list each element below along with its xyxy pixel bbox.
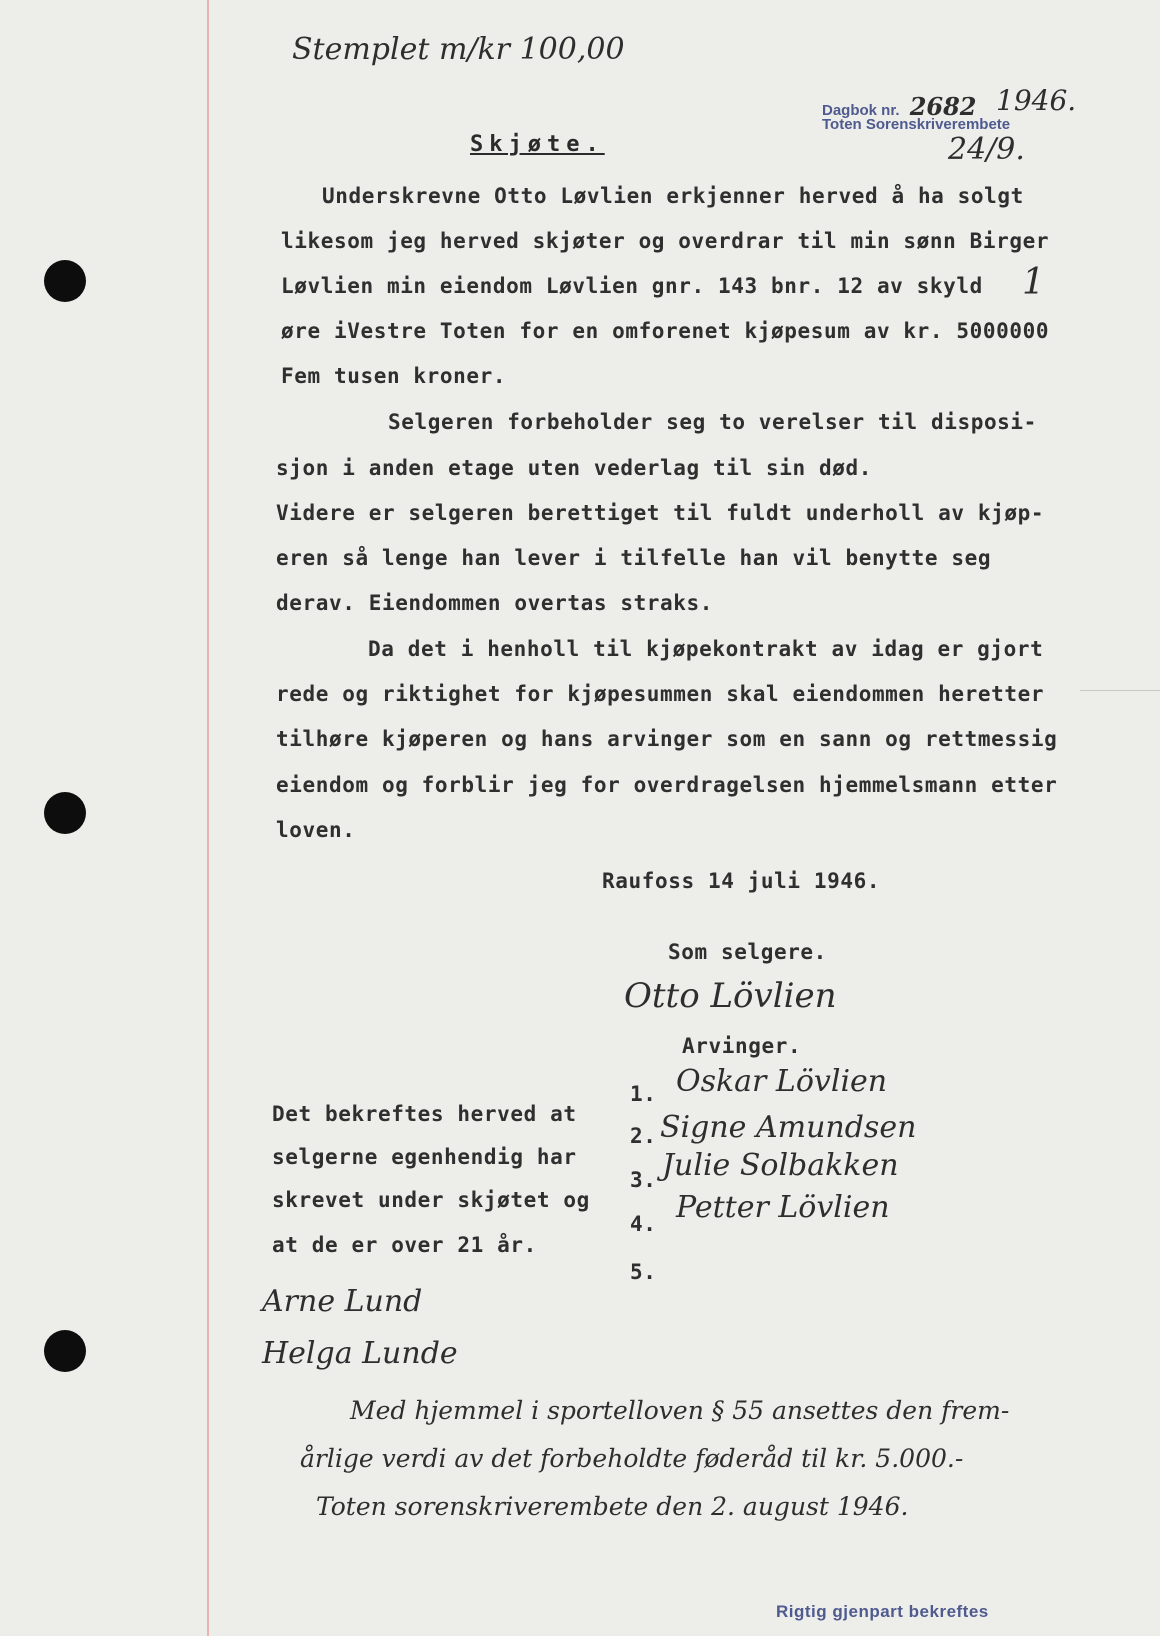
body-line: øre iVestre Toten for en omforenet kjøpesum av kr. 5000000 xyxy=(281,319,1050,343)
seller-label: Som selgere. xyxy=(668,940,827,964)
body-line: Videre er selgeren berettiget til fuldt underholl av kjøp- xyxy=(276,501,1045,525)
body-line: Da det i henholl til kjøpekontrakt av idag er gjort xyxy=(368,637,1044,661)
body-line: Fem tusen kroner. xyxy=(281,364,507,388)
witness-text: selgerne egenhendig har xyxy=(272,1145,577,1169)
body-line: Underskrevne Otto Løvlien erkjenner herved å ha solgt xyxy=(322,184,1024,208)
heir-signature: Julie Solbakken xyxy=(662,1148,899,1183)
witness-text: at de er over 21 år. xyxy=(272,1233,537,1257)
body-line: rede og riktighet for kjøpesummen skal eiendommen heretter xyxy=(276,682,1045,706)
office-stamp: Toten Sorenskriverembete xyxy=(822,116,1011,133)
punch-hole xyxy=(44,1330,86,1372)
document-title: Skjøte. xyxy=(470,132,605,157)
heir-number: 3. xyxy=(630,1168,657,1192)
registry-note-line: Toten sorenskriverembete den 2. august 1946. xyxy=(316,1492,909,1521)
heirs-label: Arvinger. xyxy=(682,1034,802,1058)
witness-text: Det bekreftes herved at xyxy=(272,1102,577,1126)
witness-signature: Helga Lunde xyxy=(262,1336,458,1371)
heir-number: 2. xyxy=(630,1124,657,1148)
body-line: loven. xyxy=(276,818,356,842)
heir-signature: Signe Amundsen xyxy=(660,1110,917,1145)
heir-number: 4. xyxy=(630,1212,657,1236)
heir-number: 5. xyxy=(630,1260,657,1284)
punch-hole xyxy=(44,792,86,834)
body-line: Selgeren forbeholder seg to verelser til disposi- xyxy=(388,410,1037,434)
place-date: Raufoss 14 juli 1946. xyxy=(602,869,881,893)
dagbok-label: Dagbok nr. xyxy=(822,102,900,119)
dagbok-number: 2682 xyxy=(909,92,977,121)
body-line: derav. Eiendommen overtas straks. xyxy=(276,591,714,615)
seller-signature: Otto Lövlien xyxy=(624,976,837,1016)
received-date: 24/9. xyxy=(948,132,1025,167)
margin-rule xyxy=(207,0,209,1636)
body-line: Løvlien min eiendom Løvlien gnr. 143 bnr. 12 av skyld xyxy=(281,274,983,298)
heir-number: 1. xyxy=(630,1082,657,1106)
witness-text: skrevet under skjøtet og xyxy=(272,1188,590,1212)
body-line: likesom jeg herved skjøter og overdrar til min sønn Birger xyxy=(281,229,1050,253)
body-line: sjon i anden etage uten vederlag til sin død. xyxy=(276,456,872,480)
witness-signature: Arne Lund xyxy=(262,1284,423,1319)
heir-signature: Petter Lövlien xyxy=(676,1190,890,1225)
copy-certified-stamp: Rigtig gjenpart bekreftes xyxy=(776,1602,989,1621)
skyld-handwritten: 1 xyxy=(1022,262,1045,303)
body-line: tilhøre kjøperen og hans arvinger som en sann og rettmessig xyxy=(276,727,1058,751)
registry-note-line: Med hjemmel i sportelloven § 55 ansettes den frem- xyxy=(350,1396,1010,1425)
heir-signature: Oskar Lövlien xyxy=(676,1064,888,1099)
stamp-duty-note: Stemplet m/kr 100,00 xyxy=(292,32,625,67)
punch-hole xyxy=(44,260,86,302)
body-line: eren så lenge han lever i tilfelle han vil benytte seg xyxy=(276,546,992,570)
dagbok-year: 1946. xyxy=(996,84,1077,117)
body-line: eiendom og forblir jeg for overdragelsen hjemmelsmann etter xyxy=(276,773,1058,797)
fold-line xyxy=(1080,690,1160,691)
registry-note-line: årlige verdi av det forbeholdte føderåd til kr. 5.000.- xyxy=(300,1444,964,1473)
